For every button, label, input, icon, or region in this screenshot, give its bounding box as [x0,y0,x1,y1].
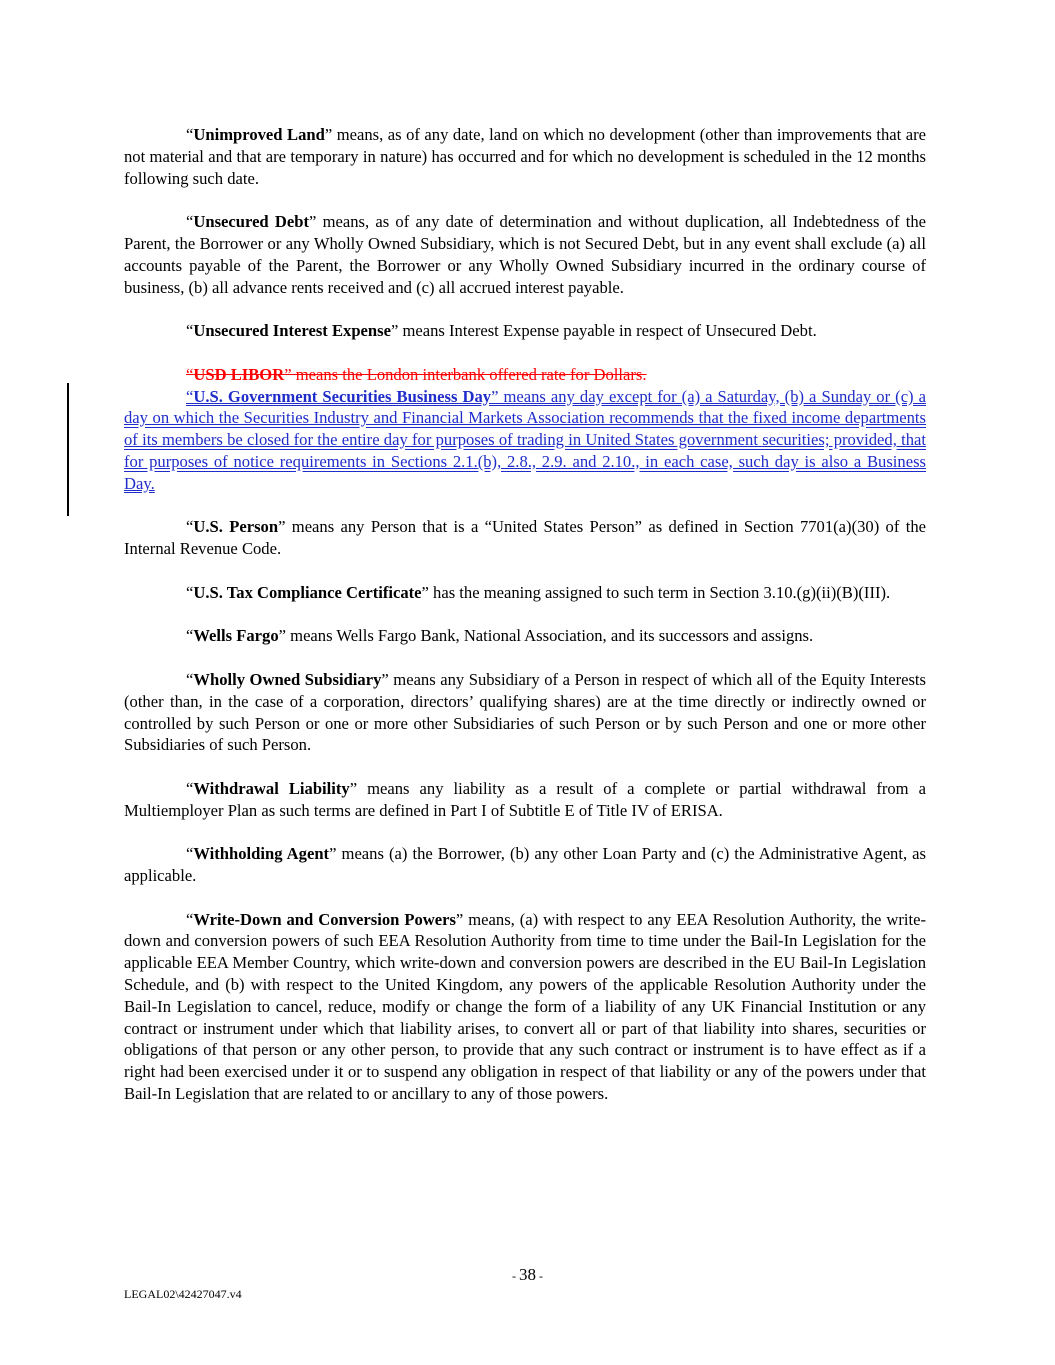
page-number-value: 38 [519,1265,536,1284]
definition-text: means (a) the Borrower, (b) any other Loan Party and (c) the Administrative Agent, as applicable. [124,844,926,886]
definition-text: means Wells Fargo Bank, National Association, and its successors and assigns. [286,626,814,646]
document-id: LEGAL02\42427047.v4 [124,1287,242,1301]
defined-term: Write-Down and Conversion Powers [193,909,456,929]
defined-term: USD LIBOR [193,364,285,384]
defined-term: Unimproved Land [193,125,325,144]
defined-term: Withholding Agent [193,844,330,864]
definition-withholding-agent: “Withholding Agent” means (a) the Borrower, (b) any other Loan Party and (c) the Administrative Agent, as applicable. [124,844,926,886]
definition-text: has the meaning assigned to such term in Section 3.10.(g)(ii)(B)(III). [428,582,891,602]
definition-text: means, as of any date of determination and without duplication, all Indebtedness of the Parent, the Borrower or any Wholly Owned Subsidiary, which is not Secured Debt, but in any event shall exclude (a) all accounts payable of the Parent, the Borrower or any Wholly Owned Subsidiary incurred in the ordinary course of business, (b) all advance rents received and (c) all accrued interest payable. [124,212,927,297]
definition-us-tax-compliance-certificate: “U.S. Tax Compliance Certificate” has the meaning assigned to such term in Section 3.10.(g)(ii)(B)(III). [186,582,891,602]
definition-unsecured-debt: “Unsecured Debt” means, as of any date of determination and without duplication, all Indebtedness of the Parent, the Borrower or any Wholly Owned Subsidiary, which is not Secured Debt, but in any event shall exclude (a) all accounts payable of the Parent, the Borrower or any Wholly Owned Subsidiary incurred in the ordinary course of business, (b) all advance rents received and (c) all accrued interest payable. [124,212,927,297]
definition-text: means any day except for (a) a Saturday, (b) a Sunday or (c) a day on which the Securities Industry and Financial Markets Association recommends that the fixed income departments of its members be closed for the entire day for purposes of trading in United States government securities; provided, that for purposes of notice requirements in Sections 2.1.(b), 2.8., 2.9. and 2.10., in each case, such day is also a Business Day. [124,386,927,493]
revision-change-bar [67,383,69,516]
definition-text: means any liability as a result of a complete or partial withdrawal from a Multiemployer Plan as such terms are defined in Part I of Subtitle E of Title IV of ERISA. [124,778,926,820]
defined-term: Unsecured Interest Expense [193,321,391,341]
page-number: - 38 - [512,1265,543,1284]
defined-term: U.S. Government Securities Business Day [193,386,492,406]
definition-wells-fargo: “Wells Fargo” means Wells Fargo Bank, National Association, and its successors and assigns. [186,626,814,646]
defined-term: U.S. Tax Compliance Certificate [193,582,422,602]
definition-text: means, as of any date, land on which no development (other than improvements that are not material and that are temporary in nature) has occurred and for which no development is scheduled in the 12 months following such date. [124,125,926,188]
definition-us-government-securities-business-day-inserted: “U.S. Government Securities Business Day” means any day except for (a) a Saturday, (b) a Sunday or (c) a day on which the Securities Industry and Financial Markets Association recommends that the fixed income departments of its members be closed for the entire day for purposes of trading in United States government securities; provided, that for purposes of notice requirements in Sections 2.1.(b), 2.8., 2.9. and 2.10., in each case, such day is also a Business Day. [124,386,927,493]
definition-usd-libor-deleted: “USD LIBOR” means the London interbank offered rate for Dollars. [186,364,647,384]
definition-withdrawal-liability: “Withdrawal Liability” means any liability as a result of a complete or partial withdrawal from a Multiemployer Plan as such terms are defined in Part I of Subtitle E of Title IV of ERISA. [124,778,926,820]
definition-wholly-owned-subsidiary: “Wholly Owned Subsidiary” means any Subsidiary of a Person in respect of which all of the Equity Interests (other than, in the case of a corporation, directors’ qualifying shares) are at the time directly or indirectly owned or controlled by such Person or one or more other Subsidiaries of such Person or by such Person and one or more other Subsidiaries of such Person. [124,669,926,755]
definition-text: means Interest Expense payable in respect of Unsecured Debt. [398,321,817,341]
definition-text: means any Subsidiary of a Person in respect of which all of the Equity Interests (other than, in the case of a corporation, directors’ qualifying shares) are at the time directly or indirectly owned or controlled by such Person or one or more other Subsidiaries of such Person or by such Person and one or more other Subsidiaries of such Person. [124,669,926,755]
defined-term: Withdrawal Liability [193,778,350,798]
defined-term: Wells Fargo [193,626,279,646]
definition-unimproved-land: “Unimproved Land” means, as of any date, land on which no development (other than improvements that are not material and that are temporary in nature) has occurred and for which no development is scheduled in the 12 months following such date. [124,125,926,188]
document-page [124,124,926,1127]
definition-us-person: “U.S. Person” means any Person that is a “United States Person” as defined in Section 7701(a)(30) of the Internal Revenue Code. [124,517,926,559]
defined-term: Unsecured Debt [193,212,309,232]
definition-write-down-and-conversion-powers: “Write-Down and Conversion Powers” means, (a) with respect to any EEA Resolution Authority, the write-down and conversion powers of such EEA Resolution Authority from time to time under the Bail-In Legislation for the applicable EEA Member Country, which write-down and conversion powers are described in the EU Bail-In Legislation Schedule, and (b) with respect to the United Kingdom, any powers of the applicable Resolution Authority under the Bail-In Legislation to cancel, reduce, modify or change the form of a liability of any UK Financial Institution or any contract or instrument under which that liability arises, to convert all or part of that liability into shares, securities or obligations of that person or any other person, to provide that any such contract or instrument is to have effect as if a right had been exercised under it or to suspend any obligation in respect of that liability or any of the powers under that Bail-In Legislation that are related to or ancillary to any of those powers. [124,909,926,1104]
definition-text: means the London interbank offered rate for Dollars. [291,364,647,384]
definition-text: means any Person that is a “United States Person” as defined in Section 7701(a)(30) of the Internal Revenue Code. [124,517,926,559]
defined-term: U.S. Person [193,517,279,537]
definition-text: means, (a) with respect to any EEA Resolution Authority, the write-down and conversion powers of such EEA Resolution Authority from time to time under the Bail-In Legislation for the applicable EEA Member Country, which write-down and conversion powers are described in the EU Bail-In Legislation Schedule, and (b) with respect to the United Kingdom, any powers of the applicable Resolution Authority under the Bail-In Legislation to cancel, reduce, modify or change the form of a liability of any UK Financial Institution or any contract or instrument under which that liability arises, to convert all or part of that liability into shares, securities or obligations of that person or any other person, to provide that any such contract or instrument is to have effect as if a right had been exercised under it or to suspend any obligation in respect of that liability or any of the powers under that Bail-In Legislation that are related to or ancillary to any of those powers. [124,909,926,1104]
defined-term: Wholly Owned Subsidiary [193,669,382,689]
definition-unsecured-interest-expense: “Unsecured Interest Expense” means Interest Expense payable in respect of Unsecured Debt. [186,321,817,341]
